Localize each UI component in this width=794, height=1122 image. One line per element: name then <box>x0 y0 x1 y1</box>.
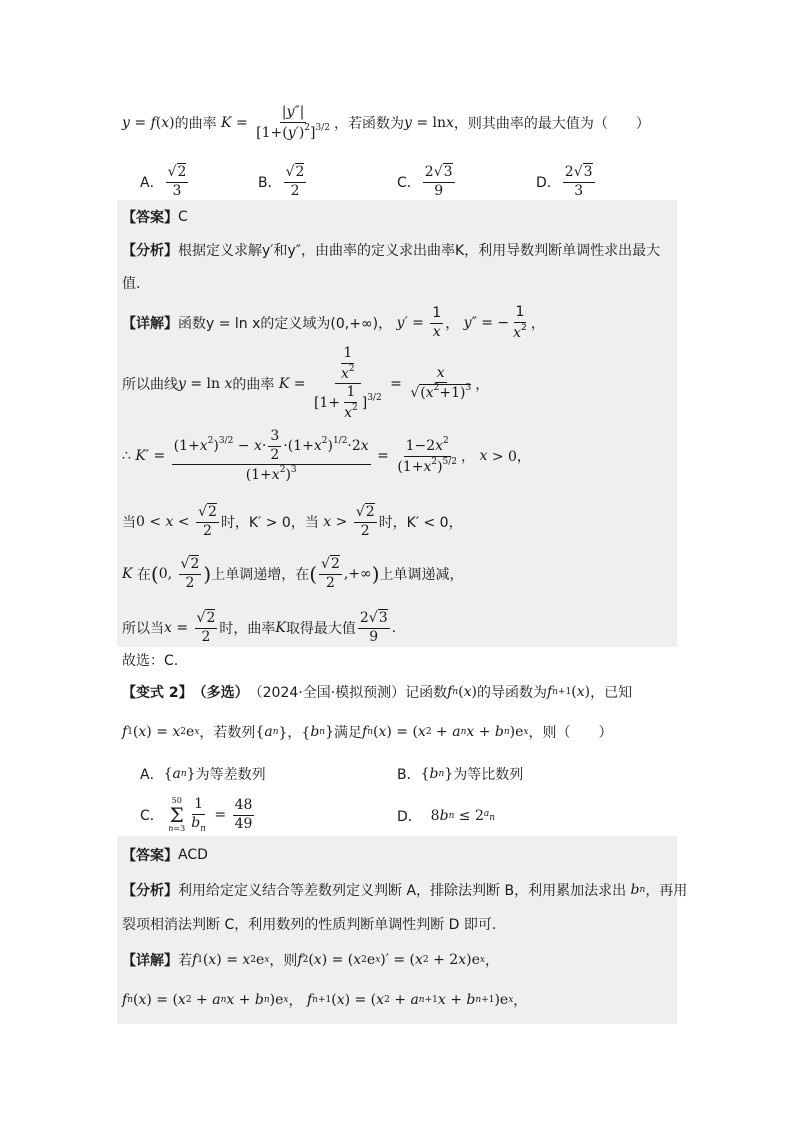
detail-2-line-1: 【详解】 若 f 1 ( x ) = x 2 e x ，则 f 2 ( x ) = ( x 2 e x )′ = ( x 2 + 2 x )e x ， <box>122 952 499 969</box>
option-2d[interactable]: D． 8 b n ≤ 2 an <box>397 808 496 825</box>
variant-2-stem: 【变式 2】 （多选） （2024·全国·模拟预测） 记函数 f n ( x ) 的导函数为 f n+1 ( x ) ，已知 <box>122 684 633 701</box>
detail-1-line-4: 当 0 < x < $\frac{√2}{2}$ 时，K′ > 0，当 x > $\frac{√2}{2}$ 时，K′ < 0， <box>122 504 463 539</box>
option-a[interactable]: A． $\frac{√2}{3}$ <box>140 164 187 199</box>
analysis-1-cont: 值. <box>122 276 141 292</box>
analysis-1: 【分析】 根据定义求解y′和y″，由曲率的定义求出曲率K，利用导数判断单调性求出最大 <box>122 243 661 259</box>
detail-1-line-5: K 在 ( 0, $\frac{√2}{2}$ ) 上单调递增，在 ( $\frac{√2}{2}$ ,+∞ ) 上单调递减， <box>122 556 464 591</box>
option-c[interactable]: C． $\frac{2√3}{9}$ <box>397 164 453 199</box>
stem-text-a: 的曲率 <box>174 116 217 132</box>
analysis-2: 【分析】 利用给定定义结合等差数列定义判断 A，排除法判断 B，利用累加法求出 b n ，再用 <box>122 882 688 899</box>
detail-2-line-2: f n ( x ) = ( x 2 + a n x + b n )e x ， f n+1 ( x ) = ( x 2 + a n+1 x + b n+1 )e x ， <box>122 992 528 1009</box>
analysis-2-cont: 裂项相消法判断 C，利用数列的性质判断单调性判断 D 即可. <box>122 917 497 933</box>
option-d[interactable]: D． $\frac{2√3}{3}$ <box>536 164 593 199</box>
option-b[interactable]: B． $\frac{√2}{2}$ <box>258 164 305 199</box>
detail-1-line-1: 【详解】 函数y = ln x的定义域为(0,+∞)， y′ = $\frac{1}{x}$ ， y″ = − $\frac{1}{x^2}$ ， <box>122 304 545 341</box>
answer-2: 【答案】 ACD <box>122 847 208 864</box>
option-2b[interactable]: B． { b n } 为等比数列 <box>397 766 524 783</box>
option-2a[interactable]: A． { a n } 为等差数列 <box>140 766 266 783</box>
curvature-formula: $\frac{|y''|}{[1+(y')^2]^{3/2}}$ <box>256 104 330 141</box>
question-1-stem: y = f ( x ) 的曲率 K = $\frac{|y''|}{[1+(y')^2]^{3/2}}$ ，若函数为 y = ln x ，则其曲率的最大值为（ ） <box>122 104 650 141</box>
conclusion-1: 故选：C. <box>122 653 179 669</box>
stem-text-b: ，若函数为 <box>333 116 404 132</box>
variant-2-stem-cont: f 1 ( x ) = x 2 e x ，若数列 { a n }，{ b n } 满足 f n ( x ) = ( x 2 + a n x + b n )e x ，则（ ） <box>122 724 613 741</box>
stem-text-c: ，则其曲率的最大值为（ ） <box>453 116 650 132</box>
detail-1-line-6: 所以当 x = $\frac{√2}{2}$ 时，曲率 K 取得最大值 $\frac{2√3}{9}$ . <box>122 610 397 645</box>
detail-1-line-2: 所以曲线 y = ln x 的曲率 K = $\frac{1}{x^2}$ [1+ $\frac{1}{x^2}$ ]$^{3/2}$ = $\frac{x}{√(x^2+1)^3}$ ， <box>122 345 490 421</box>
option-2c[interactable]: C． 50 Σ n=3 $\frac{1}{b_n}$ = $\frac{48}{49}$ <box>140 796 253 834</box>
answer-1: 【答案】 C <box>122 209 188 226</box>
detail-1-derivative: ∴ K′ = $(1+x^2)^{3/2} - x\cdot$ $\frac{3}{2}$ $\cdot(1+x^2)^{1/2}\cdot 2x$ $(1+x^2)^3$ = $\frac{1-2x^2}{(1+x^2)^{5/2}}$ ， x > 0， <box>122 428 531 483</box>
